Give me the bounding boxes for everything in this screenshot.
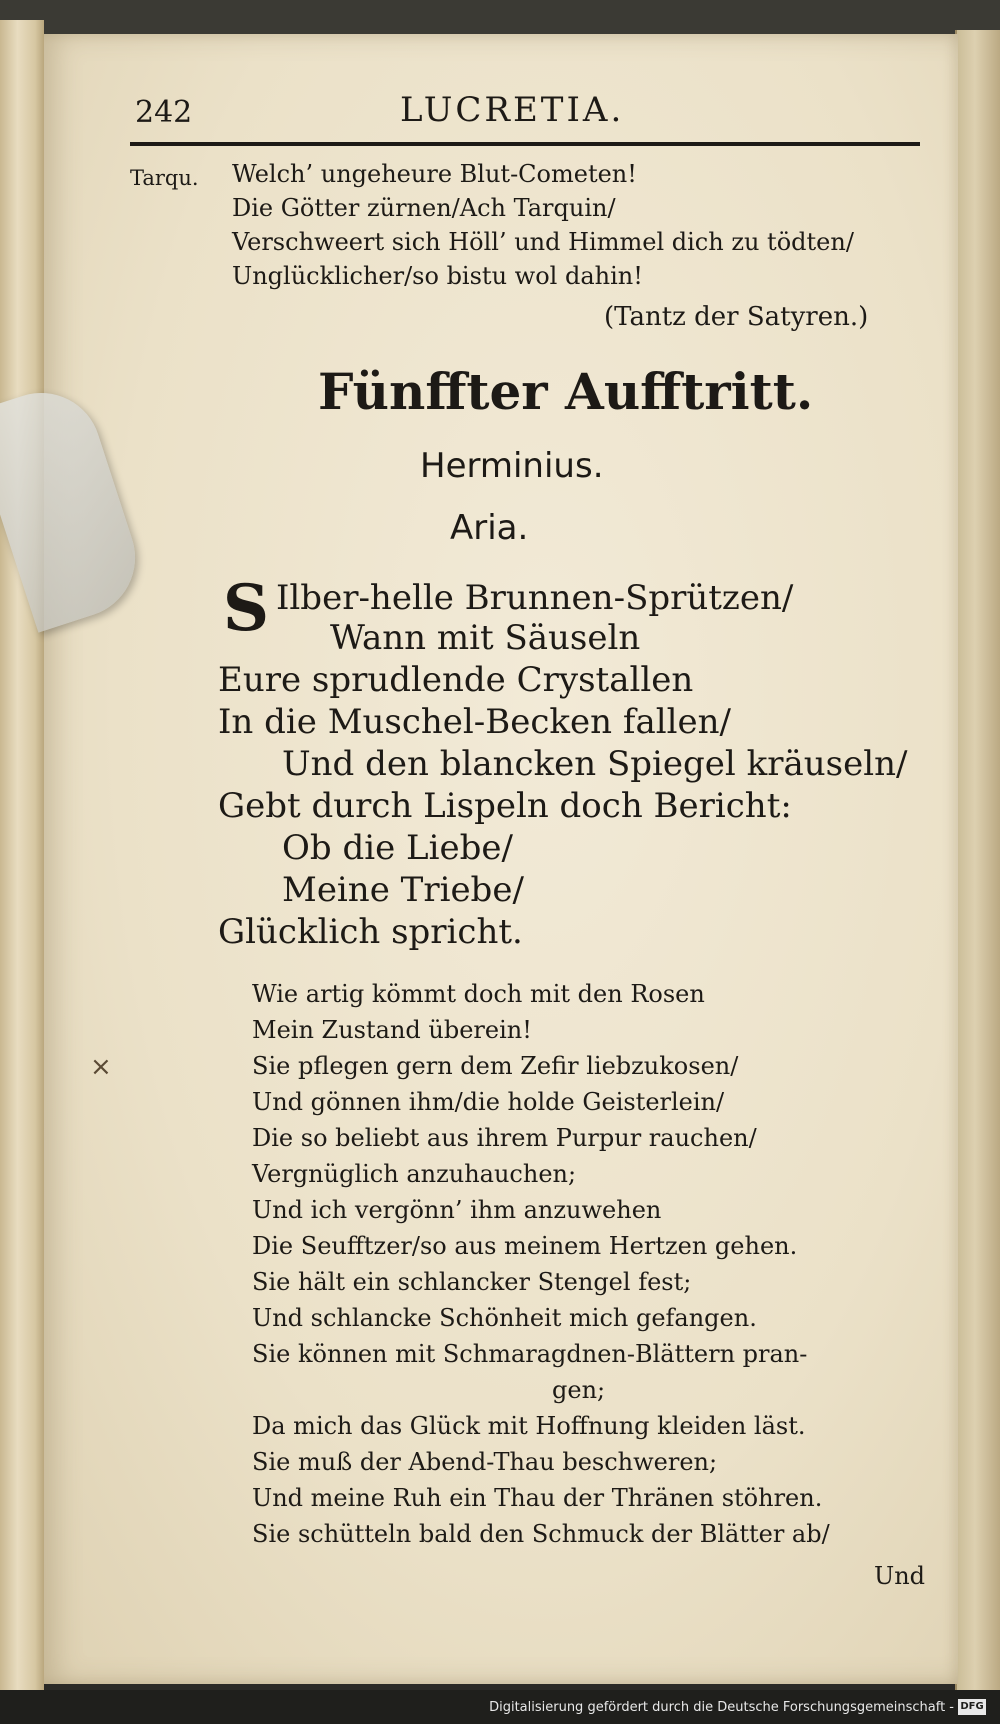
running-title: LUCRETIA. bbox=[400, 90, 625, 130]
aria-line-1: Ilber-helle Brunnen-Sprützen/ bbox=[276, 578, 794, 618]
speaker-label: Tarqu. bbox=[130, 166, 199, 190]
aria-line-5: Und den blancken Spiegel kräuseln/ bbox=[282, 744, 908, 784]
recit-line-5: Die so beliebt aus ihrem Purpur rauchen/ bbox=[252, 1124, 757, 1152]
recit-line-9: Sie hält ein schlancker Stengel fest; bbox=[252, 1268, 692, 1296]
recit-line-6: Vergnüglich anzuhauchen; bbox=[252, 1160, 577, 1188]
aria-line-9: Glücklich spricht. bbox=[218, 912, 523, 952]
recit-line-11: Sie können mit Schmaragdnen-Blättern pran- bbox=[252, 1340, 808, 1368]
scan-top-border bbox=[0, 0, 1000, 34]
speech-line-4: Unglücklicher/so bistu wol dahin! bbox=[232, 262, 643, 290]
recit-line-16: Sie schütteln bald den Schmuck der Blätter ab/ bbox=[252, 1520, 830, 1548]
recit-line-10: Und schlancke Schönheit mich gefangen. bbox=[252, 1304, 757, 1332]
dfg-logo: DFG bbox=[958, 1699, 986, 1715]
recit-line-3: Sie pflegen gern dem Zefir liebzukosen/ bbox=[252, 1052, 739, 1080]
aria-dropcap: S bbox=[222, 571, 270, 646]
book-spine bbox=[0, 20, 44, 1690]
recit-line-8: Die Seufftzer/so aus meinem Hertzen gehen. bbox=[252, 1232, 798, 1260]
aria-label: Aria. bbox=[450, 508, 529, 548]
footer-credit: Digitalisierung gefördert durch die Deutsche Forschungsgemeinschaft - bbox=[489, 1700, 954, 1715]
aria-line-7: Ob die Liebe/ bbox=[282, 828, 513, 868]
scene-heading: Fünffter Aufftritt. bbox=[318, 362, 814, 421]
aria-line-6: Gebt durch Lispeln doch Bericht: bbox=[218, 786, 792, 826]
recit-line-4: Und gönnen ihm/die holde Geisterlein/ bbox=[252, 1088, 725, 1116]
aria-line-4: In die Muschel-Becken fallen/ bbox=[218, 702, 731, 742]
speech-line-2: Die Götter zürnen/Ach Tarquin/ bbox=[232, 194, 616, 222]
recit-line-12: gen; bbox=[552, 1376, 606, 1404]
recit-line-1: Wie artig kömmt doch mit den Rosen bbox=[252, 980, 705, 1008]
recit-line-14: Sie muß der Abend-Thau beschweren; bbox=[252, 1448, 718, 1476]
stage-direction: (Tantz der Satyren.) bbox=[604, 302, 869, 332]
recit-line-7: Und ich vergönn’ ihm anzuwehen bbox=[252, 1196, 662, 1224]
page-number: 242 bbox=[135, 95, 193, 130]
character-name: Herminius. bbox=[420, 446, 604, 486]
recit-line-13: Da mich das Glück mit Hoffnung kleiden läst. bbox=[252, 1412, 806, 1440]
catchword: Und bbox=[874, 1562, 926, 1590]
aria-line-2: Wann mit Säuseln bbox=[330, 618, 641, 658]
marginal-pen-mark: × bbox=[90, 1052, 112, 1082]
speech-line-3: Verschweert sich Höll’ und Himmel dich zu tödten/ bbox=[232, 228, 854, 256]
recit-line-2: Mein Zustand überein! bbox=[252, 1016, 532, 1044]
aria-line-3: Eure sprudlende Crystallen bbox=[218, 660, 694, 700]
recit-line-15: Und meine Ruh ein Thau der Thränen stöhren. bbox=[252, 1484, 823, 1512]
book-edge-right bbox=[955, 30, 1000, 1690]
aria-line-8: Meine Triebe/ bbox=[282, 870, 524, 910]
header-rule bbox=[130, 142, 920, 146]
speech-line-1: Welch’ ungeheure Blut-Cometen! bbox=[232, 160, 637, 188]
